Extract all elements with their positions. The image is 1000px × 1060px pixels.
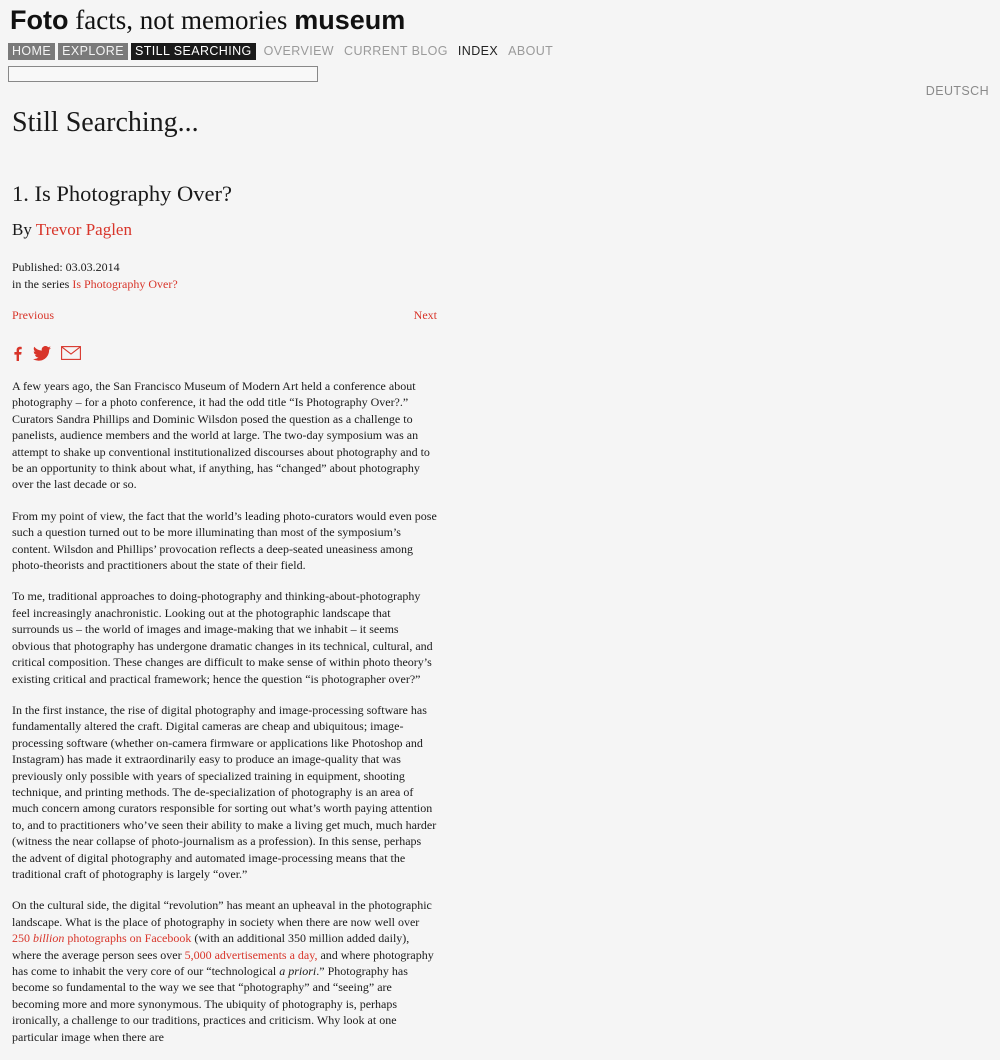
paragraph (12, 897, 437, 1045)
main-content (12, 104, 437, 1060)
series-link[interactable]: Is Photography Over? (72, 276, 178, 291)
published-line (12, 259, 437, 276)
series-prefix: in the series (12, 276, 70, 291)
advertisements-link[interactable]: 5,000 advertisements a day, (184, 947, 318, 962)
article-body (12, 378, 437, 1045)
article-title: 1. Is Photography Over? (12, 181, 232, 206)
share-bar (12, 343, 437, 363)
nav-still-searching[interactable]: STILL SEARCHING (131, 43, 256, 60)
main-nav (8, 43, 555, 60)
paragraph: A few years ago, the San Francisco Museum of Modern Art held a conference about photography – for a photo conference, it had the odd title “Is Photography Over?.” Curators Sandra Phillips and Dominic Wilsdon posed the question as a challenge to panelists, audience members and the world at large. The two-day symposium was an attempt to shake up conventional institutionalized discourses about photography and to be an opportunity to think about what, if anything, has “changed” about photography over the last decade or so. (12, 379, 430, 492)
p5-text-a: On the cultural side, the digital “revolution” has meant an upheaval in the photographic landscape. What is the place of photography in society when there are now well over (12, 898, 432, 929)
search-input[interactable] (8, 66, 318, 82)
series-line (12, 276, 437, 293)
p5-text-b: (with an additional 350 million added daily), where the average person sees over (12, 931, 410, 962)
nav-explore[interactable]: EXPLORE (58, 43, 128, 60)
published-label: Published: (12, 260, 63, 274)
nav-index[interactable]: INDEX (457, 44, 499, 58)
page-title: Still Searching... (12, 107, 199, 138)
twitter-icon[interactable] (33, 346, 51, 361)
facebook-icon[interactable] (12, 346, 23, 361)
logo-tagline: facts, not memories (75, 5, 288, 35)
logo-foto: Foto (10, 5, 69, 35)
paragraph: In the first instance, the rise of digital photography and image-processing software has fundamentally altered the craft. Digital cameras are cheap and ubiquitous; image-processing software (whether on-camera firmware or applications like Photoshop and Instagram) has made it extraordinarily easy to produce an image-quality that was previously only possible with years of specialized training in equipment, shooting technique, and printing methods. The de-specialization of photography is an area of much concern among curators responsible for sorting out what’s worth paying attention to, and to practitioners who’ve seen their ability to make a living get much, much harder (witness the near collapse of photo-journalism as a profession). In this sense, perhaps the advent of digital photography and automated image-processing means that the traditional craft of photography is largely “over.” (12, 702, 437, 881)
next-link[interactable]: Next (413, 308, 437, 322)
email-icon[interactable] (61, 346, 81, 360)
p5-text-d: .” Photography has become so fundamental to the way we see that “photography” and “seeing” are becoming more and more synonymous. The ubiquity of photography is, perhaps ironically, a challenge to our traditions, practices and criticism. Why look at one particular image when there are (12, 964, 408, 1044)
paragraph: To me, traditional approaches to doing-photography and thinking-about-photography feel increasingly anachronistic. Looking out at the photographic landscape that surrounds us – the world of images and image-making that we inhabit – it seems obvious that photography has undergone dramatic changes in its technical, cultural, and critical composition. These changes are difficult to make sense of within photo theory’s existing critical and practical framework; hence the question “is photographer over?” (12, 589, 433, 686)
facebook-photos-link[interactable]: 250 billion photographs on Facebook (12, 931, 192, 946)
nav-overview[interactable]: OVERVIEW (263, 44, 335, 58)
logo-museum: museum (294, 5, 406, 35)
author-link[interactable]: Trevor Paglen (35, 220, 132, 239)
previous-link[interactable]: Previous (12, 308, 54, 322)
article-meta (12, 259, 437, 292)
p5-italic: a priori (279, 964, 317, 978)
byline (12, 219, 437, 241)
paragraph: From my point of view, the fact that the world’s leading photo-curators would even pose such a question turned out to be more illuminating than most of the symposium’s content. Wilsdon and Phillips’ provocation reflects a deep-seated uneasiness among photo-theorists and practitioners about the state of their field. (12, 508, 437, 573)
nav-home[interactable]: HOME (8, 43, 55, 60)
nav-current-blog[interactable]: CURRENT BLOG (344, 44, 448, 58)
by-label: By (12, 220, 32, 239)
pagination (12, 307, 437, 323)
p5-text-c: and where photography has come to inhabit the very core of our “technological (12, 947, 434, 978)
language-link-deutsch[interactable]: DEUTSCH (925, 84, 989, 98)
nav-about[interactable]: ABOUT (508, 44, 554, 58)
site-logo[interactable] (10, 4, 405, 36)
published-date: 03.03.2014 (65, 260, 120, 274)
